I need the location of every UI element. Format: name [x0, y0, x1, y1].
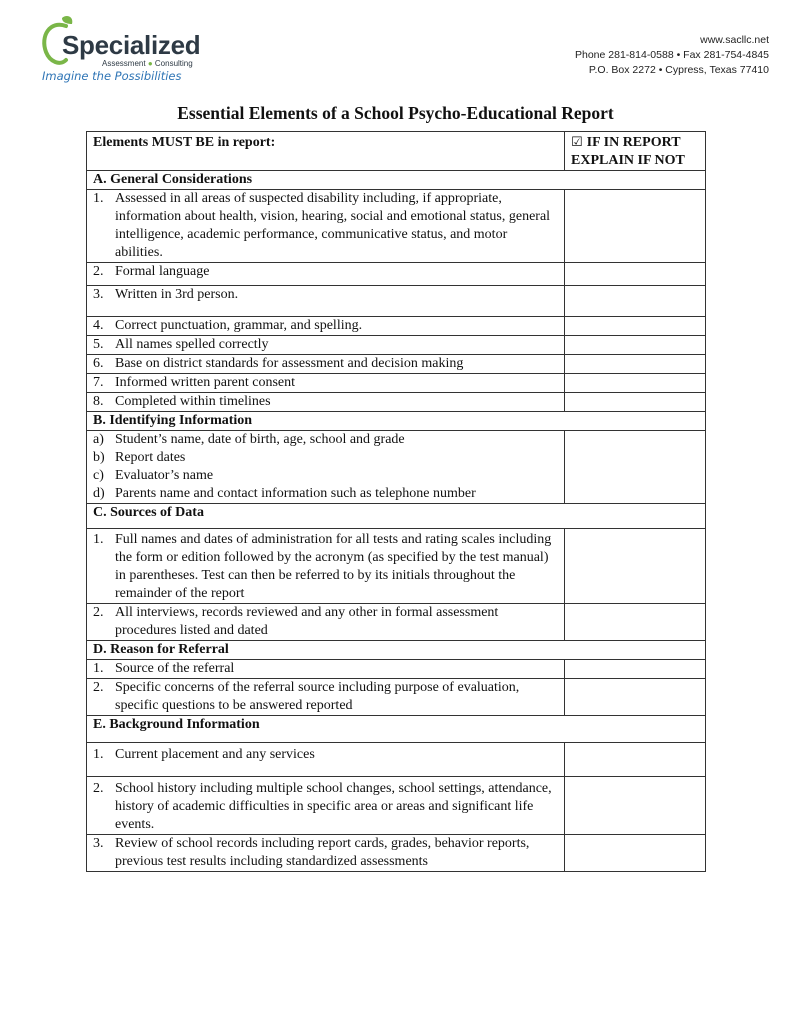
- header-check: [565, 132, 706, 171]
- list-item: 1. Full names and dates of administration for all tests and rating scales including the form or edition followed by the acronym (as specified by the test manual) in parentheses. Test can then be referred to by its initials throughout the remainder of the report: [87, 529, 565, 604]
- section-row: [87, 171, 706, 190]
- page-title: Essential Elements of a School Psycho-Educational Report: [177, 103, 614, 123]
- check-cell[interactable]: [565, 393, 706, 412]
- check-cell[interactable]: [565, 190, 706, 263]
- check-cell[interactable]: [565, 529, 706, 604]
- header-check-line2: EXPLAIN IF NOT: [571, 153, 685, 168]
- table-row: [87, 660, 706, 679]
- table-row: [87, 777, 706, 835]
- table-row: [87, 529, 706, 604]
- list-item: 8. Completed within timelines: [87, 393, 565, 412]
- table-row: [87, 355, 706, 374]
- list-item: 3. Review of school records including report cards, grades, behavior reports, previous test results including standardized assessments: [87, 835, 565, 872]
- check-cell[interactable]: [565, 777, 706, 835]
- section-row: [87, 716, 706, 743]
- list-item: 3. Written in 3rd person.: [87, 286, 565, 317]
- logo-name: Specialized: [62, 30, 201, 60]
- list-item: 2. All interviews, records reviewed and any other in formal assessment procedures listed and dated: [87, 604, 565, 641]
- checked-box-icon: ☑: [571, 135, 583, 150]
- section-row: [87, 412, 706, 431]
- logo-subtitle: Assessment ● Consulting: [102, 59, 193, 68]
- check-cell[interactable]: [565, 263, 706, 286]
- list-item: a) Student’s name, date of birth, age, school and grade b) Report dates c) Evaluator’s name d) Parents name and contact information such as telephone number: [87, 431, 565, 504]
- check-cell[interactable]: [565, 743, 706, 777]
- logo-subtitle-a: Assessment: [102, 59, 146, 68]
- list-item: 1. Current placement and any services: [87, 743, 565, 777]
- table-row: [87, 431, 706, 504]
- list-item: 6. Base on district standards for assessment and decision making: [87, 355, 565, 374]
- list-item: 7. Informed written parent consent: [87, 374, 565, 393]
- table-row: [87, 336, 706, 355]
- section-title-b: B. Identifying Information: [87, 412, 706, 431]
- table-row: [87, 374, 706, 393]
- logo-subtitle-b: Consulting: [154, 59, 193, 68]
- list-item: 2. Formal language: [87, 263, 565, 286]
- section-title-c: C. Sources of Data: [87, 504, 706, 529]
- check-cell[interactable]: [565, 679, 706, 716]
- table-row: [87, 743, 706, 777]
- table-row: [87, 393, 706, 412]
- check-cell[interactable]: [565, 355, 706, 374]
- table-row: [87, 679, 706, 716]
- check-cell[interactable]: [565, 604, 706, 641]
- table-row: [87, 317, 706, 336]
- table-row: [87, 286, 706, 317]
- table-row: [87, 604, 706, 641]
- check-cell[interactable]: [565, 286, 706, 317]
- check-cell[interactable]: [565, 317, 706, 336]
- check-cell[interactable]: [565, 660, 706, 679]
- check-cell[interactable]: [565, 835, 706, 872]
- section-row: [87, 504, 706, 529]
- mailing-address: P.O. Box 2272 • Cypress, Texas 77410: [588, 64, 769, 76]
- table-row: [87, 835, 706, 872]
- list-item: 2. Specific concerns of the referral source including purpose of evaluation, specific questions to be answered reported: [87, 679, 565, 716]
- report-elements-table: [86, 131, 706, 872]
- check-cell[interactable]: [565, 336, 706, 355]
- check-cell[interactable]: [565, 431, 706, 504]
- list-item: 1. Assessed in all areas of suspected disability including, if appropriate, information about health, vision, hearing, social and emotional status, general intelligence, academic performance, communicative status, and motor abilities.: [87, 190, 565, 263]
- contact-block: [575, 33, 769, 78]
- list-item: 1. Source of the referral: [87, 660, 565, 679]
- check-cell[interactable]: [565, 374, 706, 393]
- section-title-d: D. Reason for Referral: [87, 641, 706, 660]
- phone-fax: Phone 281-814-0588 • Fax 281-754-4845: [575, 49, 769, 61]
- header-elements: Elements MUST BE in report:: [87, 132, 565, 171]
- list-item: 2. School history including multiple school changes, school settings, attendance, history of academic difficulties in specific area or areas and significant life events.: [87, 777, 565, 835]
- website-link[interactable]: www.sacllc.net: [700, 34, 769, 46]
- table-header-row: [87, 132, 706, 171]
- list-item: 5. All names spelled correctly: [87, 336, 565, 355]
- section-title-e: E. Background Information: [87, 716, 706, 743]
- section-title-a: A. General Considerations: [87, 171, 706, 190]
- table-row: [87, 190, 706, 263]
- table-row: [87, 263, 706, 286]
- list-item: 4. Correct punctuation, grammar, and spelling.: [87, 317, 565, 336]
- header-check-line1: IF IN REPORT: [586, 135, 681, 150]
- section-row: [87, 641, 706, 660]
- logo-tagline: Imagine the Possibilities: [42, 69, 182, 83]
- company-logo: [40, 14, 200, 84]
